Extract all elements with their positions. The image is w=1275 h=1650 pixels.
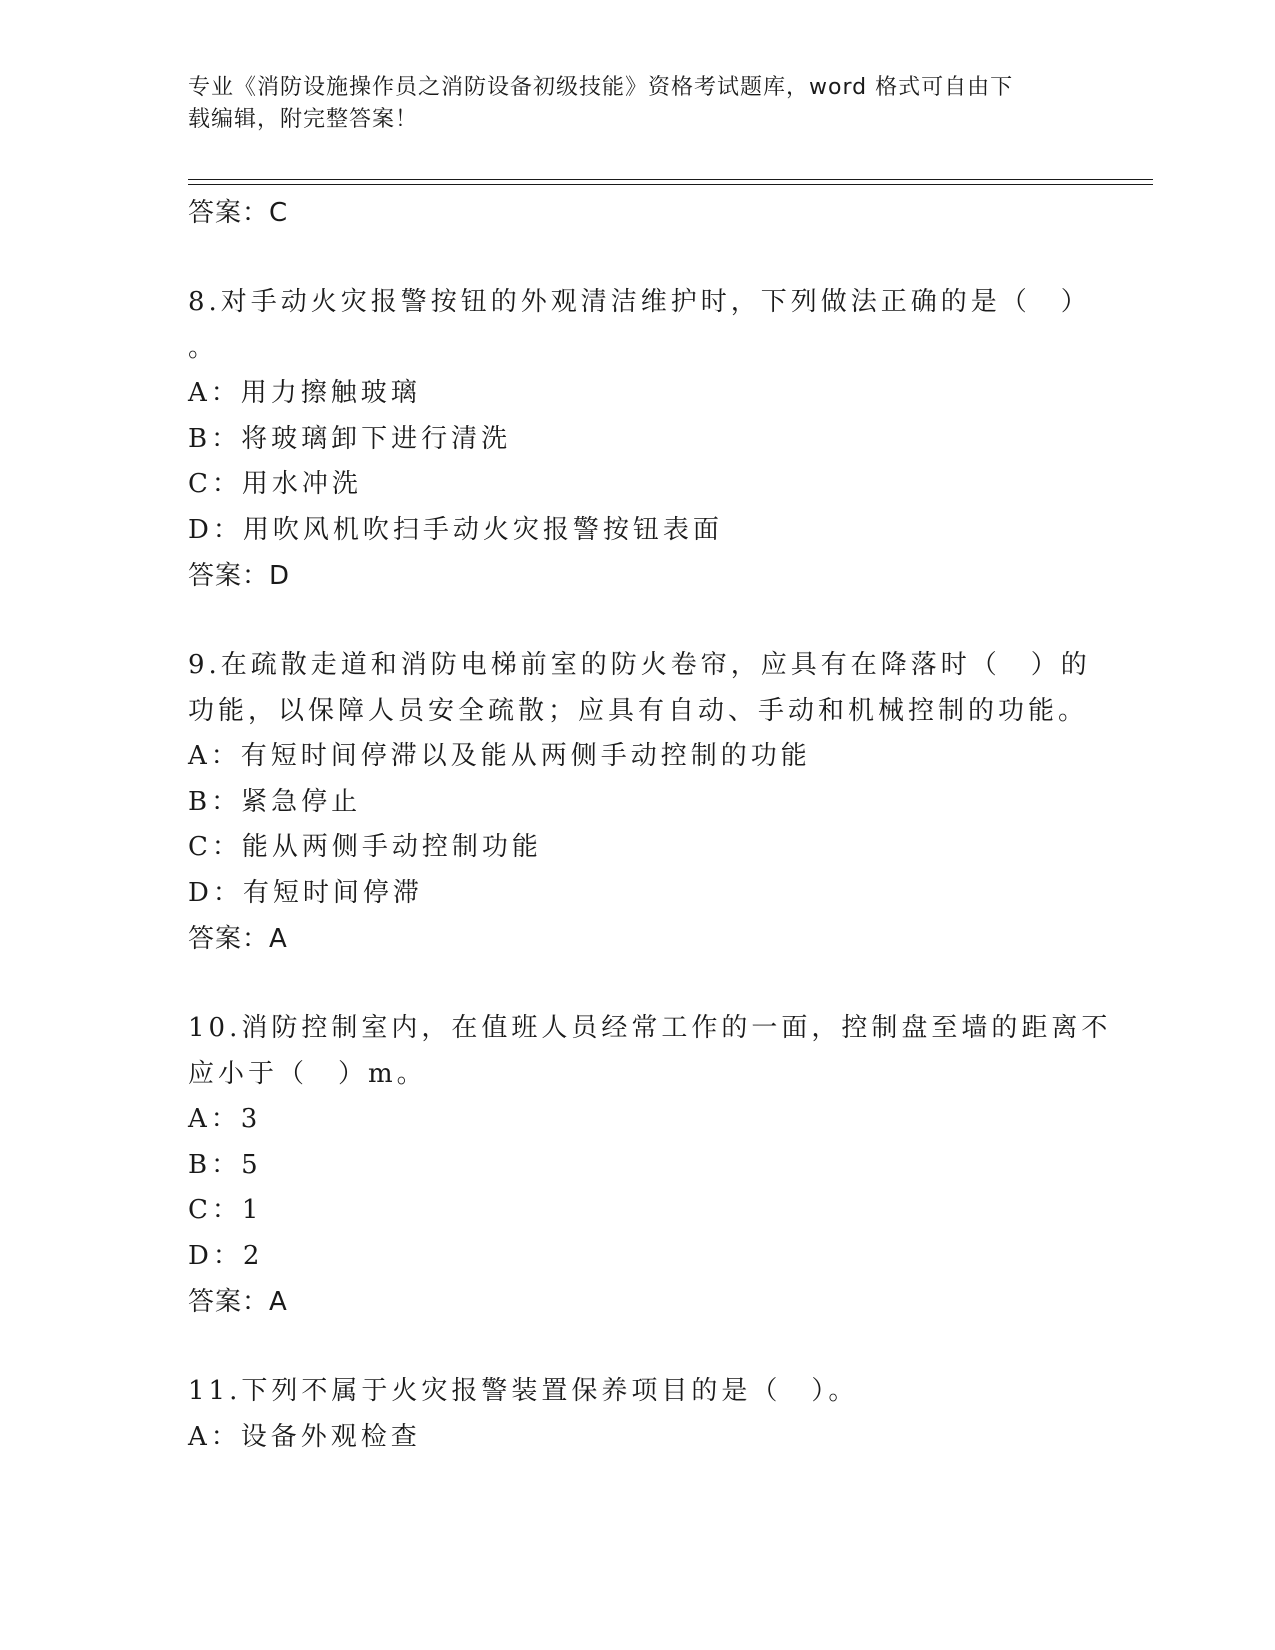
question-text-line: 8.对手动火灾报警按钮的外观清洁维护时，下列做法正确的是（ ） bbox=[188, 287, 1091, 317]
question-text bbox=[188, 1006, 1112, 1097]
question-11 bbox=[188, 1369, 1153, 1460]
header-divider-bottom bbox=[188, 184, 1153, 185]
answer-line: 答案：A bbox=[188, 924, 288, 954]
question-text bbox=[188, 643, 1091, 734]
question-text bbox=[188, 280, 1091, 371]
option-d: D：用吹风机吹扫手动火灾报警按钮表面 bbox=[188, 514, 723, 545]
option-d: D：有短时间停滞 bbox=[188, 877, 423, 908]
header-line: 载编辑，附完整答案！ bbox=[188, 107, 419, 132]
option-c: C：能从两侧手动控制功能 bbox=[188, 832, 542, 862]
question-9 bbox=[188, 643, 1153, 962]
option-c: C：1 bbox=[188, 1195, 263, 1225]
question-10 bbox=[188, 1006, 1153, 1325]
question-text-line: 9.在疏散走道和消防电梯前室的防火卷帘，应具有在降落时（ ）的 bbox=[188, 650, 1091, 680]
question-text bbox=[188, 1369, 1088, 1415]
question-text-line: 功能，以保障人员安全疏散；应具有自动、手动和机械控制的功能。 bbox=[188, 695, 1089, 726]
option-b: B：将玻璃卸下进行清洗 bbox=[188, 423, 512, 454]
document-header bbox=[188, 72, 1068, 136]
option-b: B：5 bbox=[188, 1149, 262, 1180]
header-divider-top bbox=[188, 179, 1153, 180]
question-text-line: 11.下列不属于火灾报警装置保养项目的是（ ）。 bbox=[188, 1376, 859, 1406]
question-text-line: 。 bbox=[188, 332, 219, 363]
option-a: A：有短时间停滞以及能从两侧手动控制的功能 bbox=[188, 741, 811, 771]
question-text-line: 应小于（ ）m。 bbox=[188, 1058, 427, 1089]
answer-line: 答案：D bbox=[188, 561, 291, 591]
option-b: B：紧急停止 bbox=[188, 786, 362, 817]
question-list bbox=[188, 190, 1153, 1460]
option-d: D：2 bbox=[188, 1240, 264, 1271]
header-line: 专业《消防设施操作员之消防设备初级技能》资格考试题库，word 格式可自由下 bbox=[188, 75, 1014, 100]
option-a: A：用力擦触玻璃 bbox=[188, 378, 421, 408]
question-text-line: 10.消防控制室内，在值班人员经常工作的一面，控制盘至墙的距离不 bbox=[188, 1013, 1112, 1043]
question-8 bbox=[188, 280, 1153, 599]
option-a: A：设备外观检查 bbox=[188, 1421, 421, 1452]
answer-line: 答案：C bbox=[188, 198, 289, 228]
option-a: A：3 bbox=[188, 1104, 262, 1134]
option-c: C：用水冲洗 bbox=[188, 469, 362, 499]
answer-line: 答案：A bbox=[188, 1287, 288, 1317]
